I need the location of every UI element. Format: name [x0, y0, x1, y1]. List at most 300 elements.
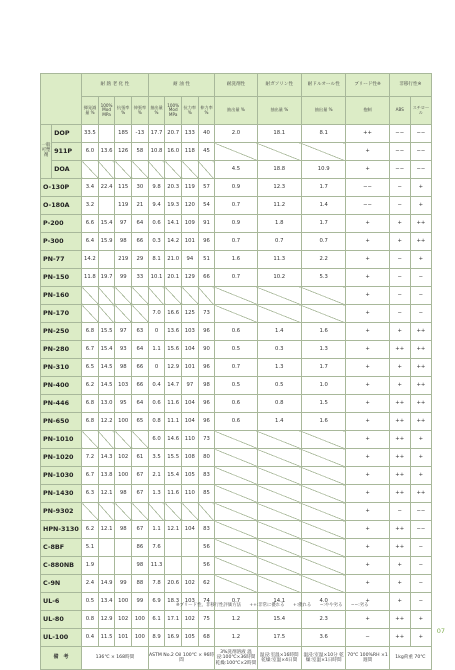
- table-row: [41, 359, 432, 377]
- header-migration: 非移行性※: [389, 74, 431, 97]
- value-cell: 73: [198, 305, 215, 323]
- value-cell: 120: [182, 197, 199, 215]
- not-tested-cell: [257, 431, 301, 449]
- value-cell: 18.3: [165, 593, 182, 611]
- value-cell: −: [410, 593, 431, 611]
- value-cell: [98, 251, 115, 269]
- value-cell: 90: [198, 341, 215, 359]
- value-cell: 94: [182, 251, 199, 269]
- not-tested-cell: [115, 305, 132, 323]
- value-cell: 0.6: [215, 323, 257, 341]
- value-cell: 7.6: [148, 539, 165, 557]
- value-cell: ++: [389, 449, 410, 467]
- value-cell: 73: [198, 431, 215, 449]
- product-name: PN-9302: [41, 503, 82, 521]
- not-tested-cell: [82, 287, 99, 305]
- not-tested-cell: [257, 521, 301, 539]
- value-cell: +: [389, 557, 410, 575]
- product-name: C-9N: [41, 575, 82, 593]
- value-cell: 125: [182, 305, 199, 323]
- value-cell: −: [410, 539, 431, 557]
- value-cell: 11.2: [257, 197, 301, 215]
- value-cell: +: [346, 449, 389, 467]
- table-row: [41, 503, 432, 521]
- value-cell: 29: [132, 251, 149, 269]
- value-cell: 1.1: [148, 521, 165, 539]
- sub-header: 100% Mod MPa: [165, 97, 182, 125]
- value-cell: 11.8: [82, 269, 99, 287]
- table-row: [41, 233, 432, 251]
- value-cell: 102: [182, 575, 199, 593]
- value-cell: 16.6: [165, 305, 182, 323]
- value-cell: 6.7: [82, 467, 99, 485]
- value-cell: 14.9: [98, 575, 115, 593]
- not-tested-cell: [215, 557, 257, 575]
- value-cell: 0.7: [215, 359, 257, 377]
- value-cell: [182, 539, 199, 557]
- not-tested-cell: [132, 287, 149, 305]
- value-cell: 13.0: [98, 395, 115, 413]
- header-detergent: 耐洗剤性: [215, 74, 257, 97]
- footer-heat-condition: 136℃ × 168時間: [82, 647, 149, 670]
- value-cell: 0.6: [215, 395, 257, 413]
- value-cell: 11.6: [165, 395, 182, 413]
- value-cell: 15.4: [98, 215, 115, 233]
- value-cell: 0.7: [215, 233, 257, 251]
- not-tested-cell: [301, 557, 345, 575]
- data-sheet: [40, 73, 432, 670]
- value-cell: −−: [410, 521, 431, 539]
- sub-header: 抗力率 %: [182, 97, 199, 125]
- value-cell: 3.6: [301, 629, 345, 647]
- value-cell: 0.5: [215, 341, 257, 359]
- value-cell: ++: [389, 395, 410, 413]
- footer-oil-condition: ASTM No.2 Oil 100℃ × 96時間: [148, 647, 215, 670]
- product-name: PN-650: [41, 413, 82, 431]
- value-cell: 0.7: [301, 233, 345, 251]
- value-cell: 100: [115, 593, 132, 611]
- value-cell: 8.1: [148, 251, 165, 269]
- not-tested-cell: [301, 467, 345, 485]
- value-cell: 3.2: [82, 197, 99, 215]
- value-cell: 0.9: [215, 179, 257, 197]
- not-tested-cell: [82, 503, 99, 521]
- table-row: [41, 269, 432, 287]
- value-cell: 13.4: [98, 593, 115, 611]
- value-cell: +: [410, 251, 431, 269]
- value-cell: +: [346, 143, 389, 161]
- product-name: PN-170: [41, 305, 82, 323]
- value-cell: −: [389, 287, 410, 305]
- product-name: C-880NB: [41, 557, 82, 575]
- not-tested-cell: [257, 143, 301, 161]
- value-cell: 16.0: [165, 143, 182, 161]
- table-row: [41, 251, 432, 269]
- not-tested-cell: [301, 305, 345, 323]
- value-cell: 98: [115, 359, 132, 377]
- value-cell: 1.2: [215, 629, 257, 647]
- product-name: UL-100: [41, 629, 82, 647]
- not-tested-cell: [215, 449, 257, 467]
- not-tested-cell: [215, 503, 257, 521]
- value-cell: 62: [198, 575, 215, 593]
- not-tested-cell: [257, 467, 301, 485]
- product-name: PN-150: [41, 269, 82, 287]
- not-tested-cell: [148, 503, 165, 521]
- value-cell: +: [389, 323, 410, 341]
- sub-header: スチロール: [410, 97, 431, 125]
- product-name: PN-1430: [41, 485, 82, 503]
- not-tested-cell: [132, 305, 149, 323]
- not-tested-cell: [82, 431, 99, 449]
- value-cell: 33.5: [82, 125, 99, 143]
- value-cell: +: [410, 449, 431, 467]
- sub-header: 伸力率 %: [198, 97, 215, 125]
- value-cell: ++: [410, 323, 431, 341]
- not-tested-cell: [257, 539, 301, 557]
- value-cell: ++: [389, 431, 410, 449]
- value-cell: 99: [115, 269, 132, 287]
- value-cell: +: [346, 269, 389, 287]
- product-name: P-200: [41, 215, 82, 233]
- value-cell: 40: [198, 125, 215, 143]
- value-cell: 1.4: [257, 323, 301, 341]
- not-tested-cell: [115, 161, 132, 179]
- value-cell: −: [346, 629, 389, 647]
- value-cell: 21.0: [165, 251, 182, 269]
- value-cell: 6.8: [82, 323, 99, 341]
- product-name: PN-1020: [41, 449, 82, 467]
- value-cell: +: [346, 611, 389, 629]
- footer-label: 備 考: [41, 647, 82, 670]
- value-cell: 97: [115, 323, 132, 341]
- value-cell: 1.2: [215, 611, 257, 629]
- value-cell: −−: [410, 143, 431, 161]
- value-cell: 110: [182, 485, 199, 503]
- value-cell: 2.2: [301, 251, 345, 269]
- value-cell: 108: [182, 449, 199, 467]
- value-cell: 5.3: [301, 269, 345, 287]
- product-name: HPN-3130: [41, 521, 82, 539]
- value-cell: −: [410, 305, 431, 323]
- value-cell: 19.7: [98, 269, 115, 287]
- value-cell: +: [346, 521, 389, 539]
- value-cell: 101: [182, 359, 199, 377]
- value-cell: 109: [182, 215, 199, 233]
- value-cell: −−: [389, 161, 410, 179]
- value-cell: 14.3: [98, 449, 115, 467]
- value-cell: 1.9: [82, 557, 99, 575]
- value-cell: 15.4: [257, 611, 301, 629]
- value-cell: 1.7: [301, 215, 345, 233]
- value-cell: ++: [389, 539, 410, 557]
- value-cell: ++: [410, 395, 431, 413]
- value-cell: [165, 557, 182, 575]
- table-row: [41, 467, 432, 485]
- value-cell: 45: [198, 143, 215, 161]
- value-cell: 10.8: [148, 143, 165, 161]
- value-cell: 86: [132, 539, 149, 557]
- value-cell: +: [346, 485, 389, 503]
- sub-header: 抽出量 %: [148, 97, 165, 125]
- table-row: [41, 323, 432, 341]
- value-cell: +: [346, 377, 389, 395]
- value-cell: 119: [115, 197, 132, 215]
- product-name: PN-250: [41, 323, 82, 341]
- value-cell: 64: [132, 215, 149, 233]
- not-tested-cell: [215, 431, 257, 449]
- value-cell: 103: [182, 323, 199, 341]
- product-name: O-130P: [41, 179, 82, 197]
- value-cell: 129: [182, 269, 199, 287]
- value-cell: −−: [410, 161, 431, 179]
- not-tested-cell: [148, 287, 165, 305]
- value-cell: 67: [132, 467, 149, 485]
- value-cell: 16.9: [165, 629, 182, 647]
- sub-header: 抽出量 %: [301, 97, 345, 125]
- not-tested-cell: [98, 503, 115, 521]
- not-tested-cell: [115, 431, 132, 449]
- not-tested-cell: [132, 161, 149, 179]
- value-cell: 11.1: [165, 413, 182, 431]
- value-cell: 219: [115, 251, 132, 269]
- not-tested-cell: [301, 521, 345, 539]
- product-name: PN-280: [41, 341, 82, 359]
- value-cell: 1.5: [301, 395, 345, 413]
- value-cell: +: [346, 323, 389, 341]
- value-cell: 15.6: [165, 341, 182, 359]
- not-tested-cell: [215, 287, 257, 305]
- value-cell: 133: [182, 125, 199, 143]
- not-tested-cell: [257, 485, 301, 503]
- value-cell: ++: [410, 341, 431, 359]
- value-cell: 99: [132, 593, 149, 611]
- value-cell: 88: [132, 575, 149, 593]
- not-tested-cell: [301, 503, 345, 521]
- value-cell: 64: [132, 395, 149, 413]
- product-name: PN-1010: [41, 431, 82, 449]
- not-tested-cell: [198, 161, 215, 179]
- value-cell: +: [346, 395, 389, 413]
- value-cell: +: [410, 431, 431, 449]
- table-row: [41, 611, 432, 629]
- product-name: DOA: [52, 161, 82, 179]
- value-cell: 2.3: [301, 611, 345, 629]
- value-cell: 11.3: [148, 557, 165, 575]
- value-cell: 85: [198, 485, 215, 503]
- value-cell: 96: [198, 323, 215, 341]
- header-gasoline: 耐ガソリン性: [257, 74, 301, 97]
- value-cell: ++: [389, 521, 410, 539]
- value-cell: 1.7: [301, 359, 345, 377]
- sub-header: 揮発減量 %: [82, 97, 99, 125]
- value-cell: [115, 557, 132, 575]
- not-tested-cell: [198, 287, 215, 305]
- value-cell: 103: [115, 377, 132, 395]
- value-cell: 3.4: [82, 179, 99, 197]
- legend-note: ※ブリード性、非移行性評価方法: [176, 603, 241, 608]
- footer-bleed-condition: 70℃ 100%RH ×1週間: [346, 647, 389, 670]
- table-row: [41, 449, 432, 467]
- sub-header: 抱制: [346, 97, 389, 125]
- table-body: [41, 125, 432, 647]
- value-cell: 6.7: [82, 341, 99, 359]
- value-cell: 96: [198, 413, 215, 431]
- value-cell: −: [389, 197, 410, 215]
- value-cell: 4.0: [301, 593, 345, 611]
- not-tested-cell: [215, 575, 257, 593]
- value-cell: 0.8: [82, 611, 99, 629]
- value-cell: 97: [182, 377, 199, 395]
- value-cell: 0.8: [148, 413, 165, 431]
- value-cell: −−: [346, 179, 389, 197]
- table-row: [41, 215, 432, 233]
- value-cell: 97: [115, 215, 132, 233]
- product-name: DOP: [52, 125, 82, 143]
- value-cell: −−: [389, 143, 410, 161]
- product-name: PN-77: [41, 251, 82, 269]
- not-tested-cell: [301, 143, 345, 161]
- value-cell: 15.4: [98, 341, 115, 359]
- table-row: [41, 431, 432, 449]
- header-bleed: ブリード性※: [346, 74, 389, 97]
- footer-row: [41, 647, 432, 670]
- value-cell: 13.6: [165, 323, 182, 341]
- value-cell: 66: [132, 377, 149, 395]
- value-cell: −: [389, 305, 410, 323]
- value-cell: −: [410, 575, 431, 593]
- value-cell: 98: [198, 377, 215, 395]
- product-name: PN-310: [41, 359, 82, 377]
- value-cell: [165, 539, 182, 557]
- not-tested-cell: [215, 521, 257, 539]
- value-cell: 91: [198, 215, 215, 233]
- value-cell: +: [410, 611, 431, 629]
- not-tested-cell: [257, 449, 301, 467]
- value-cell: 2.4: [82, 575, 99, 593]
- value-cell: 0.3: [257, 341, 301, 359]
- value-cell: 3.5: [148, 449, 165, 467]
- not-tested-cell: [98, 305, 115, 323]
- value-cell: 66: [198, 269, 215, 287]
- value-cell: 18.1: [257, 125, 301, 143]
- not-tested-cell: [148, 161, 165, 179]
- value-cell: 104: [182, 341, 199, 359]
- value-cell: 96: [198, 233, 215, 251]
- value-cell: +: [389, 215, 410, 233]
- group-label: 一般可塑剤: [41, 125, 52, 179]
- legend: [176, 602, 446, 608]
- legend-double-minus: −−:劣る: [350, 603, 369, 608]
- value-cell: 15.5: [165, 449, 182, 467]
- footer-toluene-condition: 温浸:室温×10分 乾燥:室温×1日時間: [301, 647, 345, 670]
- value-cell: ++: [389, 629, 410, 647]
- value-cell: 93: [115, 341, 132, 359]
- value-cell: 118: [182, 143, 199, 161]
- value-cell: 33: [132, 269, 149, 287]
- value-cell: 75: [198, 611, 215, 629]
- value-cell: 95: [115, 395, 132, 413]
- product-name: O-180A: [41, 197, 82, 215]
- value-cell: 6.2: [82, 521, 99, 539]
- value-cell: 98: [115, 233, 132, 251]
- not-tested-cell: [132, 431, 149, 449]
- value-cell: +: [346, 503, 389, 521]
- value-cell: 30: [132, 179, 149, 197]
- value-cell: 0: [148, 323, 165, 341]
- value-cell: 2.0: [215, 125, 257, 143]
- footer-detergent-condition: 3%洗剤溶液 温浸:100℃×36時間 乾燥:100℃×2時間: [215, 647, 257, 670]
- not-tested-cell: [165, 161, 182, 179]
- product-name: PN-400: [41, 377, 82, 395]
- value-cell: 17.1: [165, 611, 182, 629]
- not-tested-cell: [215, 539, 257, 557]
- value-cell: 12.9: [165, 359, 182, 377]
- sub-header: 抽出量 %: [215, 97, 257, 125]
- value-cell: 5.1: [82, 539, 99, 557]
- value-cell: −−: [389, 125, 410, 143]
- value-cell: 7.2: [82, 449, 99, 467]
- value-cell: 8.9: [148, 629, 165, 647]
- table-row: [41, 287, 432, 305]
- value-cell: 14.7: [165, 377, 182, 395]
- value-cell: 0: [148, 359, 165, 377]
- value-cell: 102: [182, 611, 199, 629]
- value-cell: 13.6: [98, 143, 115, 161]
- table-row: [41, 485, 432, 503]
- value-cell: 0.5: [257, 377, 301, 395]
- value-cell: +: [346, 215, 389, 233]
- table-row: [41, 341, 432, 359]
- value-cell: 1.4: [257, 413, 301, 431]
- value-cell: ++: [410, 233, 431, 251]
- value-cell: +: [346, 539, 389, 557]
- value-cell: 1.6: [215, 251, 257, 269]
- value-cell: -13: [132, 125, 149, 143]
- value-cell: 58: [132, 143, 149, 161]
- header-row-subs: [41, 97, 432, 125]
- table-row: [41, 539, 432, 557]
- value-cell: 98: [115, 521, 132, 539]
- value-cell: 105: [182, 467, 199, 485]
- product-name: PN-160: [41, 287, 82, 305]
- value-cell: 83: [198, 521, 215, 539]
- value-cell: +: [346, 359, 389, 377]
- value-cell: 18.8: [257, 161, 301, 179]
- value-cell: +: [389, 359, 410, 377]
- value-cell: 1.6: [301, 413, 345, 431]
- value-cell: 56: [198, 557, 215, 575]
- value-cell: 54: [198, 197, 215, 215]
- table-row: [41, 395, 432, 413]
- value-cell: [98, 557, 115, 575]
- value-cell: 4.5: [215, 161, 257, 179]
- value-cell: 104: [182, 395, 199, 413]
- value-cell: 100: [115, 467, 132, 485]
- not-tested-cell: [257, 305, 301, 323]
- value-cell: 126: [115, 143, 132, 161]
- value-cell: 12.9: [98, 611, 115, 629]
- table-row: [41, 521, 432, 539]
- value-cell: +: [389, 377, 410, 395]
- value-cell: 14.1: [257, 593, 301, 611]
- value-cell: ++: [346, 125, 389, 143]
- value-cell: 0.7: [257, 233, 301, 251]
- value-cell: +: [410, 197, 431, 215]
- value-cell: 1.3: [148, 485, 165, 503]
- value-cell: 1.8: [257, 215, 301, 233]
- sub-header: 抽出量 %: [257, 97, 301, 125]
